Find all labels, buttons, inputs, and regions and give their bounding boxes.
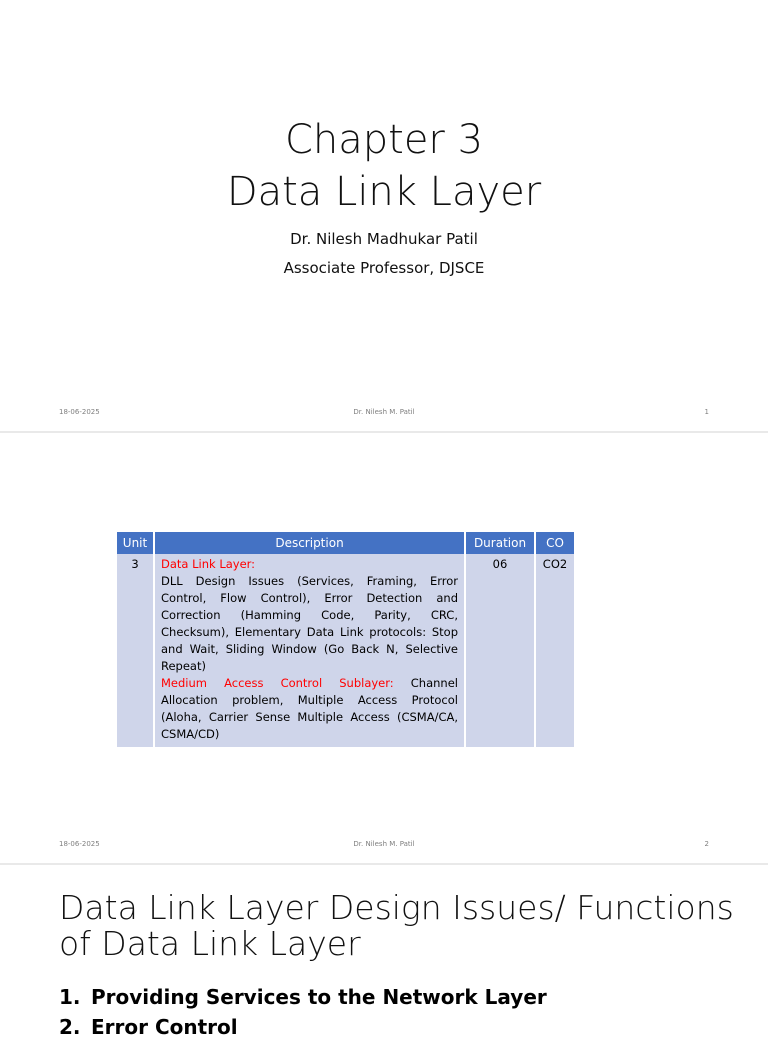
header-unit: Unit [117, 532, 154, 554]
author-affiliation: Associate Professor, DJSCE [283, 259, 485, 277]
footer-date: 18-06-2025 [59, 840, 100, 848]
slide-divider [0, 431, 768, 433]
slide-3 [0, 864, 768, 1039]
author-name: Dr. Nilesh Madhukar Patil [290, 230, 478, 248]
list-item-label: Error Control [91, 1015, 238, 1039]
cell-description [154, 554, 465, 747]
header-description: Description [154, 532, 465, 554]
list-item-label: Providing Services to the Network Layer [91, 985, 547, 1009]
slide-title-line-1: Chapter 3 [284, 117, 484, 163]
list-item [59, 982, 547, 1012]
slide-2 [0, 432, 768, 864]
syllabus-table [117, 532, 574, 747]
slide-1 [0, 0, 768, 432]
table-row [117, 554, 574, 747]
cell-unit: 3 [117, 554, 154, 747]
footer-author: Dr. Nilesh M. Patil [353, 840, 415, 848]
slide-divider [0, 863, 768, 865]
description-heading-dll: Data Link Layer: [161, 557, 256, 571]
list-item-number: 2. [59, 1015, 81, 1039]
functions-list [59, 982, 547, 1042]
description-heading-mac: Medium Access Control Sublayer: [161, 676, 394, 690]
footer-author: Dr. Nilesh M. Patil [353, 408, 415, 416]
slide-title-line-2: Data Link Layer [226, 169, 542, 215]
table-header-row [117, 532, 574, 554]
description-text-mac: Channel Allocation problem, Multiple Access Protocol (Aloha, Carrier Sense Multiple Access (CSMA/CA, CSMA/CD) [161, 676, 458, 741]
list-item-number: 1. [59, 985, 81, 1009]
header-co: CO [535, 532, 574, 554]
header-duration: Duration [465, 532, 535, 554]
cell-duration: 06 [465, 554, 535, 747]
slide-3-title [59, 890, 734, 962]
description-text-dll: DLL Design Issues (Services, Framing, Error Control, Flow Control), Error Detection and Correction (Hamming Code, Parity, CRC, Checksum), Elementary Data Link protocols: Stop and Wait, Sliding Window (Go Back N, Selective Repeat) [161, 574, 458, 673]
slide-3-title-line-1: Data Link Layer Design Issues/ Functions [59, 888, 734, 927]
slide-3-title-line-2: of Data Link Layer [59, 924, 361, 963]
footer-page-number: 2 [704, 840, 709, 848]
list-item [59, 1012, 547, 1042]
footer-page-number: 1 [704, 408, 709, 416]
cell-co: CO2 [535, 554, 574, 747]
footer-date: 18-06-2025 [59, 408, 100, 416]
